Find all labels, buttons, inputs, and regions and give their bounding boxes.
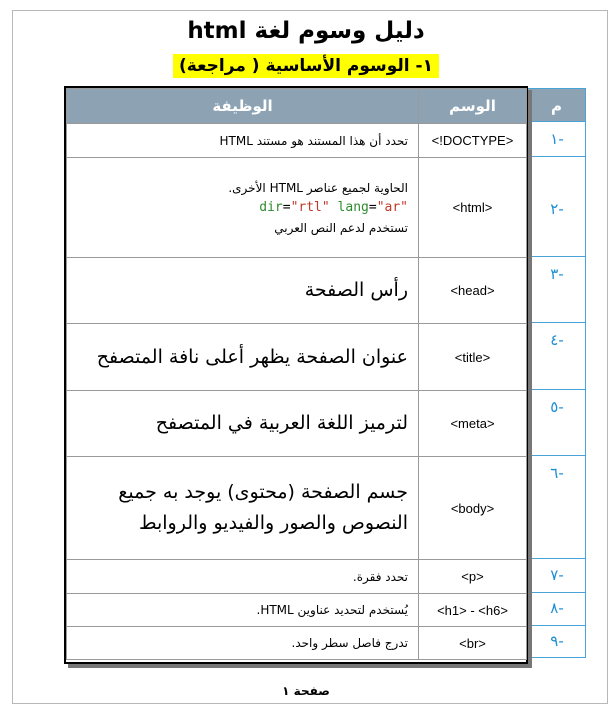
table-header-row (67, 89, 527, 124)
code-attr: dir (259, 199, 283, 215)
row-tag: <html> (419, 158, 527, 258)
row-description: جسم الصفحة (محتوى) يوجد به جميع (118, 481, 408, 503)
row-number: -٥ (550, 398, 564, 416)
tags-grid (66, 88, 527, 660)
tag-header: الوسم (419, 89, 527, 124)
row-description: عنوان الصفحة يظهر أعلى نافة المتصفح (67, 324, 419, 391)
row-description: الحاوية لجميع عناصر HTML الأخرى. (228, 180, 408, 195)
divider (528, 256, 586, 257)
table-row (67, 258, 527, 324)
row-description: رأس الصفحة (67, 258, 419, 324)
row-description: تدرج فاصل سطر واحد. (67, 627, 419, 660)
code-value: "ar" (376, 199, 408, 215)
row-tag: <br> (419, 627, 527, 660)
row-number: -٨ (550, 599, 564, 617)
code-attr: lang (337, 199, 369, 215)
table-row (67, 627, 527, 660)
table-row (67, 594, 527, 627)
section-subtitle: ١- الوسوم الأساسية ( مراجعة) (173, 54, 439, 78)
table-row (67, 391, 527, 457)
number-column-header: م (528, 88, 586, 122)
row-description: تحدد أن هذا المستند هو مستند HTML (67, 124, 419, 158)
row-number: -٧ (550, 566, 564, 584)
row-tag: <!DOCTYPE> (419, 124, 527, 158)
row-description-block (67, 457, 419, 560)
row-description-block (67, 158, 419, 258)
row-number: -٣ (550, 265, 564, 283)
row-tag: <head> (419, 258, 527, 324)
row-description: يُستخدم لتحديد عناوين HTML. (67, 594, 419, 627)
row-tag: <title> (419, 324, 527, 391)
row-description-extra: تستخدم لدعم النص العربي (274, 220, 408, 235)
row-tag: <meta> (419, 391, 527, 457)
row-tag: <p> (419, 560, 527, 594)
table-row (67, 124, 527, 158)
divider (528, 455, 586, 456)
row-tag: <h1> - <h6> (419, 594, 527, 627)
row-description: لترميز اللغة العربية في المتصفح (67, 391, 419, 457)
table-row (67, 457, 527, 560)
tags-table (64, 86, 528, 664)
table-row (67, 560, 527, 594)
code-example: dir="rtl" lang="ar" (259, 199, 408, 215)
page-title: دليل وسوم لغة html (187, 18, 425, 44)
divider (528, 156, 586, 157)
row-description-extra: النصوص والصور والفيديو والروابط (138, 512, 408, 534)
row-number: -٦ (550, 464, 564, 482)
row-tag: <body> (419, 457, 527, 560)
divider (528, 389, 586, 390)
row-description: تحدد فقرة. (67, 560, 419, 594)
code-value: "rtl" (290, 199, 330, 215)
row-number: -١ (550, 130, 564, 148)
function-header: الوظيفة (67, 89, 419, 124)
table-row (67, 158, 527, 258)
row-number: -٤ (550, 331, 564, 349)
table-row (67, 324, 527, 391)
row-number: -٩ (550, 632, 564, 650)
subtitle-wrap (0, 54, 612, 78)
row-number: -٢ (550, 200, 564, 218)
divider (528, 322, 586, 323)
page-number: صفحة ١ (282, 684, 330, 698)
